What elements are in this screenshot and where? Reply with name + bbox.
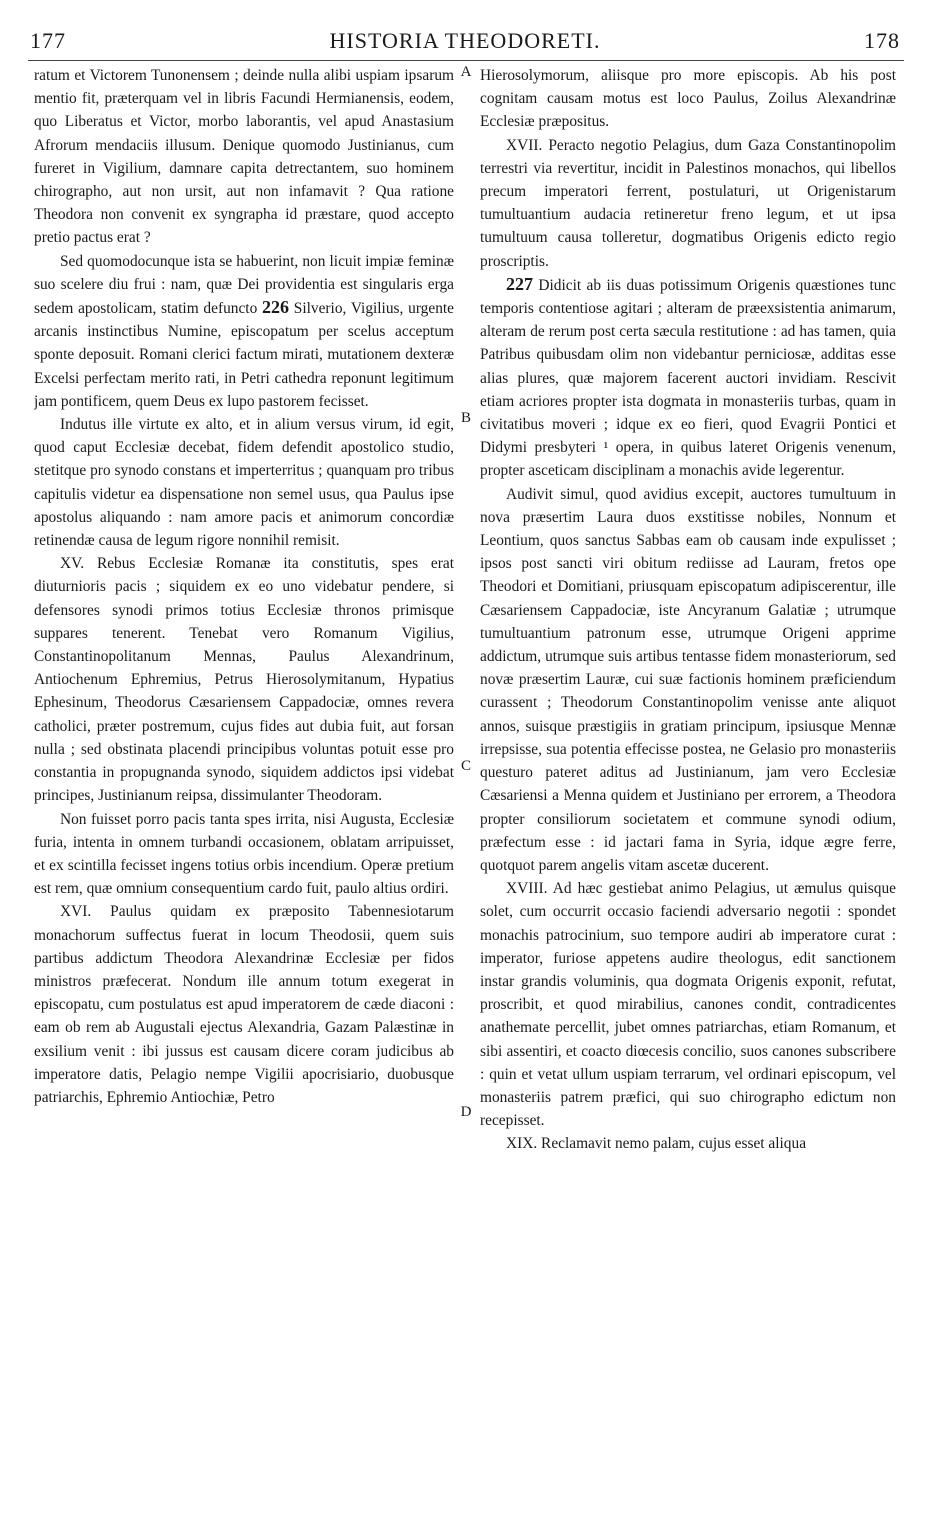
column-number: 227 — [506, 273, 533, 294]
paragraph-text: Ad hæc gestiebat animo Pelagius, ut æmulus quisque solet, cum occurrit occasio faciendi adversario negotii : spondet monachis patrocinium, suo tempore audiri ab imperatore curat : imperator, furiose appetens audire theologus, edit sanctionem instar grandis voluminis, qua dogmata Origenis exponit, refutat, proscribit, et quod mirabilius, canones condit, contradicentes anathemate percellit, jubet omnes patriarchas, etiam Romanum, et sibi assentiri, et coacto diœcesis concilio, suos canones subscribere : quin et vetat ullum uspiam terrarum, vel ordinari episcopum, vel monasteriis patrem præfici, qui suo chirographo edictum non recepisset. — [480, 880, 896, 1130]
section-number: XVIII. — [506, 880, 548, 898]
margin-letter-d: D — [460, 1104, 472, 1120]
running-title: HISTORIA THEODORETI. — [329, 28, 601, 53]
paragraph-text: Peracto negotio Pelagius, dum Gaza Constantinopolim terrestri via revertitur, incidit in Palestinos monachos, qui libellos precum imperatori ferrent, postulaturi, ut Origenistarum tumultuantium audacia retineretur freno legum, et ut ipsa tumultuum causa tolleretur, dogmatibus Origenis edicto regio proscriptis. — [480, 136, 896, 270]
paragraph-text: Non fuisset porro pacis tanta spes irrita, nisi Augusta, Ecclesiæ furia, intenta in omnem turbandi occasionem, oblatam arripuisset, et ex scintilla fecisset ingens totius orbis incendium. Operæ pretium est rem, quæ omnium consequentium cardo fuit, paulo altius ordiri. — [34, 810, 454, 898]
page-number-left: 177 — [30, 28, 66, 53]
paragraph — [480, 273, 896, 483]
paragraph — [480, 64, 896, 134]
paragraph — [480, 483, 896, 877]
section-number: XIX. — [506, 1135, 538, 1153]
paragraph-text: Paulus quidam ex præposito Tabennesiotarum monachorum suffectus fuerat in locum Theodosii, quem suis partibus addictum Theodora Alexandrinæ Ecclesiæ per fidos ministros præfecerat. Nondum ille annum totum exegerat in episcopatu, cum postulatus est apud imperatorem de cæde diaconi : eam ob rem ab Augustali ejectus Alexandria, Gazam Palæstinæ in exsilium venit : ibi jussus est causam dicere coram judicibus ab imperatore datis, Pelagio nempe Vigilii apocrisiario, duobusque patriarchis, Ephremio Antiochiæ, Petro — [34, 903, 454, 1106]
paragraph-text: Hierosolymorum, aliisque pro more episcopis. Ab his post cognitam causam motus est loco Paulus, Zoilus Alexandrinæ Ecclesiæ præpositus. — [480, 67, 896, 131]
paragraph — [34, 808, 454, 901]
running-header — [30, 28, 900, 58]
section-number: XV. — [60, 555, 85, 573]
paragraph — [34, 552, 454, 807]
paragraph-text: Didicit ab iis duas potissimum Origenis quæstiones tunc temporis contentiose agitari ; alteram de præexsistentia animarum, alteram de rerum post certa sæcula restitutione : ad has tamen, quia Patribus quibusdam olim non videbantur perniciosæ, additas esse alias plures, quæ majorem facerent auctori invidiam. Rescivit etiam acriores propter ista dogmata in monasteriis turbas, quam in civitatibus moveri ; idque ex eo fieri, quod Evagrii Pontici et Didymi presbyteri ¹ opera, in quibus lateret Origenis venenum, propter asceticam disciplinam a monachis avide legerentur. — [480, 276, 896, 480]
paragraph — [34, 64, 454, 250]
left-column — [34, 64, 454, 1524]
paragraph — [34, 413, 454, 552]
paragraph — [480, 877, 896, 1132]
paragraph — [480, 134, 896, 273]
margin-letter-c: C — [460, 758, 471, 774]
paragraph — [34, 900, 454, 1109]
page-number-right: 178 — [864, 28, 900, 53]
paragraph — [34, 250, 454, 413]
paragraph-text: Audivit simul, quod avidius excepit, auctores tumultuum in nova præsertim Laura duos exstitisse nobiles, Nonnum et Leontium, quos sanctus Sabbas eam ob causam inde expulisset ; ipsos post sancti viri obitum rediisse ad Lauram, fretos ope Theodori et Domitiani, priusquam episcopatum adipiscerentur, ille Cæsariensem Cappadociæ, iste Ancyranum Galatiæ ; utrumque tumultuantium patronum esse, utrumque Origeni apprime addictum, utrumque suis artibus tentasse fidem monasteriorum, sed novæ præsertim Lauræ, cui suæ factionis hominem præficiendum curassent ; Theodorum Constantinopolim venisse ante aliquot annos, suisque præstigiis in gratiam principum, ipsiusque Mennæ irrepsisse, sua potentia effecisse postea, ne Gelasio pro monasteriis questuro pateret aditus ad Justinianum, jam vero Ecclesiæ Cæsariensi a Menna quidem et Justiniano per errorem, a Theodora propter consiliorum societatem et commune synodi odium, præfectum esse : id jactari fama in Syria, idque ægre ferre, quotquot parem angelis vitam ascetæ ducerent. — [480, 485, 896, 874]
column-number: 226 — [262, 297, 290, 318]
paragraph-text: Rebus Ecclesiæ Romanæ ita constitutis, spes erat diuturnioris pacis ; siquidem ex eo uno videbatur pendere, si defensores synodi primos totius Ecclesiæ thronos primisque suppares tenerent. Tenebat vero Romanum Vigilius, Constantinopolitanum Mennas, Paulus Alexandrinum, Antiochenum Ephremius, Petrus Hierosolymitanum, Hypatius Ephesinum, Theodorus Cæsariensem Cappadociæ, omnes revera catholici, præter postremum, cujus fides aut dubia fuit, aut forsan nulla ; sed obstinata placendi principibus voluntas potuit esse pro constantia in propugnanda synodo, siquidem addictos ipsi videbat principes, Justinianum reipsa, dissimulanter Theodoram. — [34, 555, 454, 805]
paragraph-text: ratum et Victorem Tunonensem ; deinde nulla alibi uspiam ipsarum mentio fit, præterquam vel in libris Facundi Hermianensis, eodem, quo Liberatus et Victor, morbo laborantis, vel apud Anastasium Afrorum mendaciis illusum. Denique quomodo Justinianus, cum fureret in Vigilium, damnare capita detrectantem, suo hominem chirographo, aut non ursit, aut non infamavit ? Qua ratione Theodora non convenit ex syngrapha id præstare, quod accepto pretio pactus erat ? — [34, 67, 454, 247]
header-rule — [28, 60, 904, 61]
paragraph-text: Reclamavit nemo palam, cujus esset aliqua — [537, 1135, 807, 1153]
paragraph — [480, 1132, 896, 1155]
section-number: XVI. — [60, 903, 92, 921]
paragraph-text: Indutus ille virtute ex alto, et in alium versus virum, id egit, quod caput Ecclesiæ decebat, fidem defendit apostolico studio, stetitque pro synodo constans et imperterritus ; quanquam pro tribus capitulis videtur ea dispensatione non semel usus, qua Paulus ipse apostolus aliquando : nam amore pacis et animorum concordiæ retinendæ causa de legum rigore nonnihil remisit. — [34, 416, 454, 550]
paragraph-text: Sed quomodocunque ista se habuerint, non licuit impiæ feminæ suo scelere diu frui : nam, quæ Dei providentia est singularis erga sedem apostolicam, statim defuncto — [34, 252, 454, 318]
paragraph-text: Silverio, Vigilius, urgente arcanis instinctibus Numine, episcopatum per scelus acceptum sponte deposuit. Romani clerici factum mirati, mutationem dexteræ Excelsi perfectam merito rati, in Petri cathedra reponunt legitimum jam pontificem, quem Deus ex lupo pastorem fecisset. — [34, 300, 454, 410]
right-column — [480, 64, 896, 1524]
margin-letter-a: A — [460, 64, 472, 80]
section-number: XVII. — [506, 136, 543, 154]
margin-letter-b: B — [460, 410, 471, 426]
